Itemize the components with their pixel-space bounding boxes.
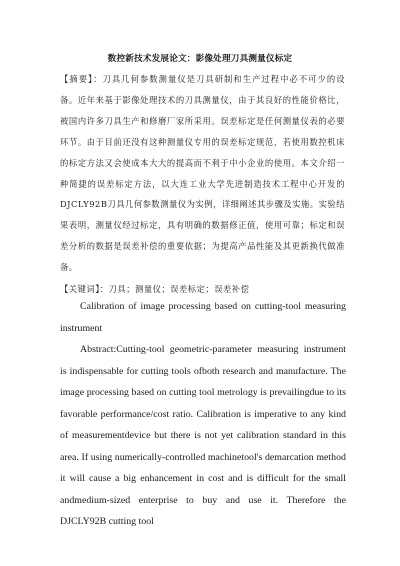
english-abstract-text: Abstract:Cutting-tool geometric-parameter measuring instrument is indispensable for cutting tools ofboth research and manufacture. The image processing based on cutting tool metrology is prevailingdue to its favorable performance/cost ratio. Calibration is imperative to any kind of measurementdevice but there is not yet calibration standard in this area. If using numerically-controlled machinetool's demarcation method it will cause a big enhancement in cost and is difficult for the small andmedium-sized enterprise to buy and use it. Therefore the DJCLY92B cutting tool [60, 344, 346, 527]
chinese-abstract-text: 【摘要】：刀具几何参数测量仪是刀具研制和生产过程中必不可少的设备。近年来基于影像处理技术的刀具测量仪，由于其良好的性能价格比，被国内许多刀具生产和修磨厂家所采用。误差标定是任何测量仪表的必要环节。由于目前还没有这种测量仪专用的误差标定规范，若使用数控机床的标定方法又会使成本大大的提高而不利于中小企业的使用。本文介绍一种简捷的误差标定方法，以大连工业大学先进制造技术工程中心开发的DJCLY92B刀具几何参数测量仪为实例，详细阐述其步骤及实施。实验结果表明，测量仪经过标定，具有明确的数据修正值，使用可靠；标定和误差分析的数据是误差补偿的重要依据；为提高产品性能及其更新换代做准备。 [60, 74, 345, 273]
keywords: 【关键词】：刀具；测量仪；误差标定；误差补偿 [60, 284, 250, 294]
chinese-abstract [60, 69, 345, 278]
document-title: 数控新技术发展论文：影像处理刀具测量仪标定 [107, 54, 293, 64]
english-abstract [60, 339, 346, 533]
english-title: Calibration of image processing based on cutting-tool measuring instrument [60, 301, 346, 334]
